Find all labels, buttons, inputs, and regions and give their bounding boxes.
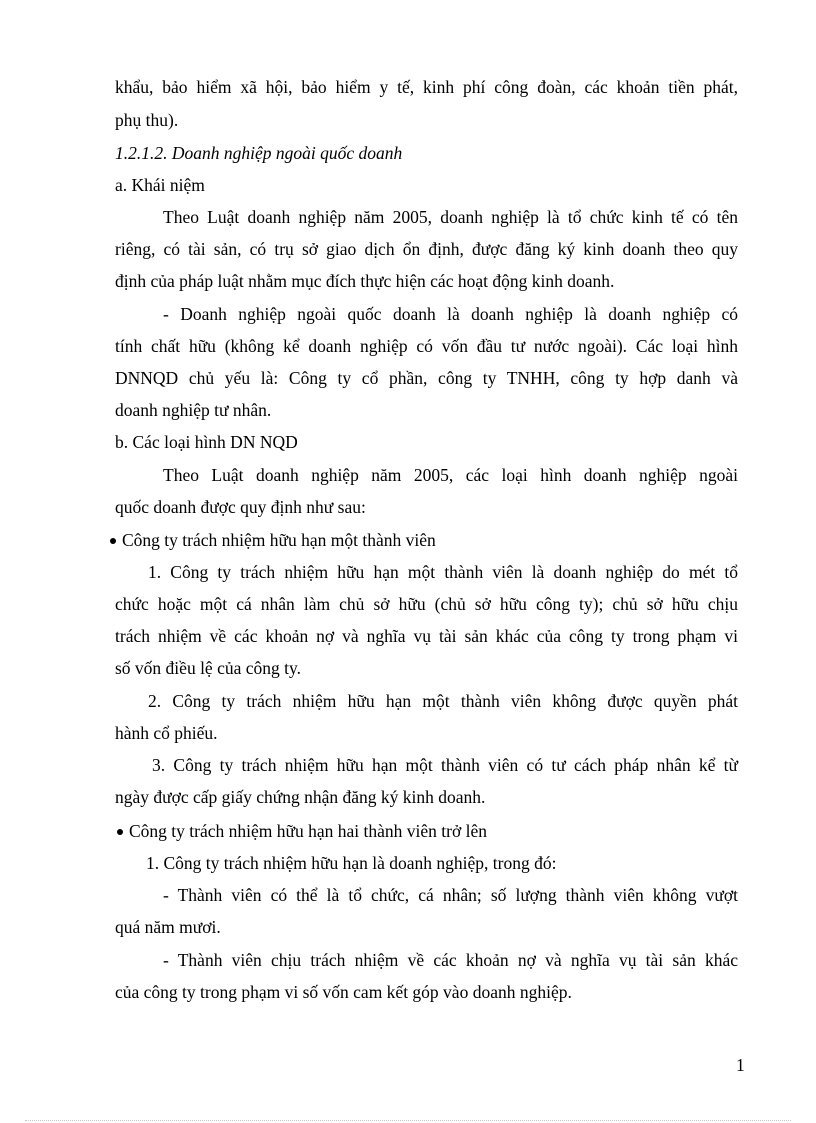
paragraph-line: doanh nghiệp tư nhân.: [115, 400, 272, 420]
paragraph-line: riêng, có tài sản, có trụ sở giao dịch ổn định, được đăng ký kinh doanh theo quy: [115, 239, 738, 259]
page-number: 1: [736, 1055, 745, 1075]
paragraph-line: 1. Công ty trách nhiệm hữu hạn là doanh nghiệp, trong đó:: [146, 853, 557, 873]
paragraph-line: định của pháp luật nhằm mục đích thực hiện các hoạt động kinh doanh.: [115, 271, 615, 291]
paragraph-line: DNNQD chủ yếu là: Công ty cổ phần, công ty TNHH, công ty hợp danh và: [115, 368, 738, 388]
paragraph-line: 2. Công ty trách nhiệm hữu hạn một thành viên không được quyền phát: [148, 691, 738, 711]
paragraph-line: - Doanh nghiệp ngoài quốc doanh là doanh nghiệp là doanh nghiệp có: [163, 304, 738, 324]
subsection-heading: a. Khái niệm: [115, 175, 205, 195]
paragraph-line: phụ thu).: [115, 110, 179, 130]
subsection-heading: b. Các loại hình DN NQD: [115, 432, 298, 452]
paragraph-line: trách nhiệm về các khoản nợ và nghĩa vụ tài sản khác của công ty trong phạm vi: [115, 626, 738, 646]
bullet-item: [110, 529, 436, 551]
paragraph-line: quá năm mươi.: [115, 917, 221, 937]
page-bottom-divider: [25, 1120, 791, 1121]
paragraph-line: hành cổ phiếu.: [115, 723, 218, 743]
paragraph-line: - Thành viên chịu trách nhiệm về các khoản nợ và nghĩa vụ tài sản khác: [163, 950, 738, 970]
paragraph-line: - Thành viên có thể là tổ chức, cá nhân; số lượng thành viên không vượt: [163, 885, 738, 905]
paragraph-line: của công ty trong phạm vi số vốn cam kết góp vào doanh nghiệp.: [115, 982, 572, 1002]
section-heading: 1.2.1.2. Doanh nghiệp ngoài quốc doanh: [115, 143, 403, 163]
paragraph-line: 3. Công ty trách nhiệm hữu hạn một thành viên có tư cách pháp nhân kể từ: [152, 755, 738, 775]
bullet-text: Công ty trách nhiệm hữu hạn hai thành viên trở lên: [129, 821, 487, 841]
bullet-icon: [117, 829, 123, 835]
paragraph-line: Theo Luật doanh nghiệp năm 2005, doanh nghiệp là tổ chức kinh tế có tên: [163, 207, 738, 227]
paragraph-line: số vốn điều lệ của công ty.: [115, 658, 301, 678]
bullet-text: Công ty trách nhiệm hữu hạn một thành viên: [122, 530, 436, 550]
bullet-item: [117, 820, 487, 842]
paragraph-line: quốc doanh được quy định như sau:: [115, 497, 366, 517]
paragraph-line: tính chất hữu (không kể doanh nghiệp có vốn đầu tư nước ngoài). Các loại hình: [115, 336, 738, 356]
paragraph-line: chức hoặc một cá nhân làm chủ sở hữu (chủ sở hữu công ty); chủ sở hữu chịu: [115, 594, 738, 614]
paragraph-line: Theo Luật doanh nghiệp năm 2005, các loại hình doanh nghiệp ngoài: [163, 465, 738, 485]
bullet-icon: [110, 538, 116, 544]
paragraph-line: 1. Công ty trách nhiệm hữu hạn một thành viên là doanh nghiệp do mét tổ: [148, 562, 738, 582]
paragraph-line: khẩu, bảo hiểm xã hội, bảo hiểm y tế, kinh phí công đoàn, các khoản tiền phát,: [115, 77, 738, 97]
paragraph-line: ngày được cấp giấy chứng nhận đăng ký kinh doanh.: [115, 787, 486, 807]
